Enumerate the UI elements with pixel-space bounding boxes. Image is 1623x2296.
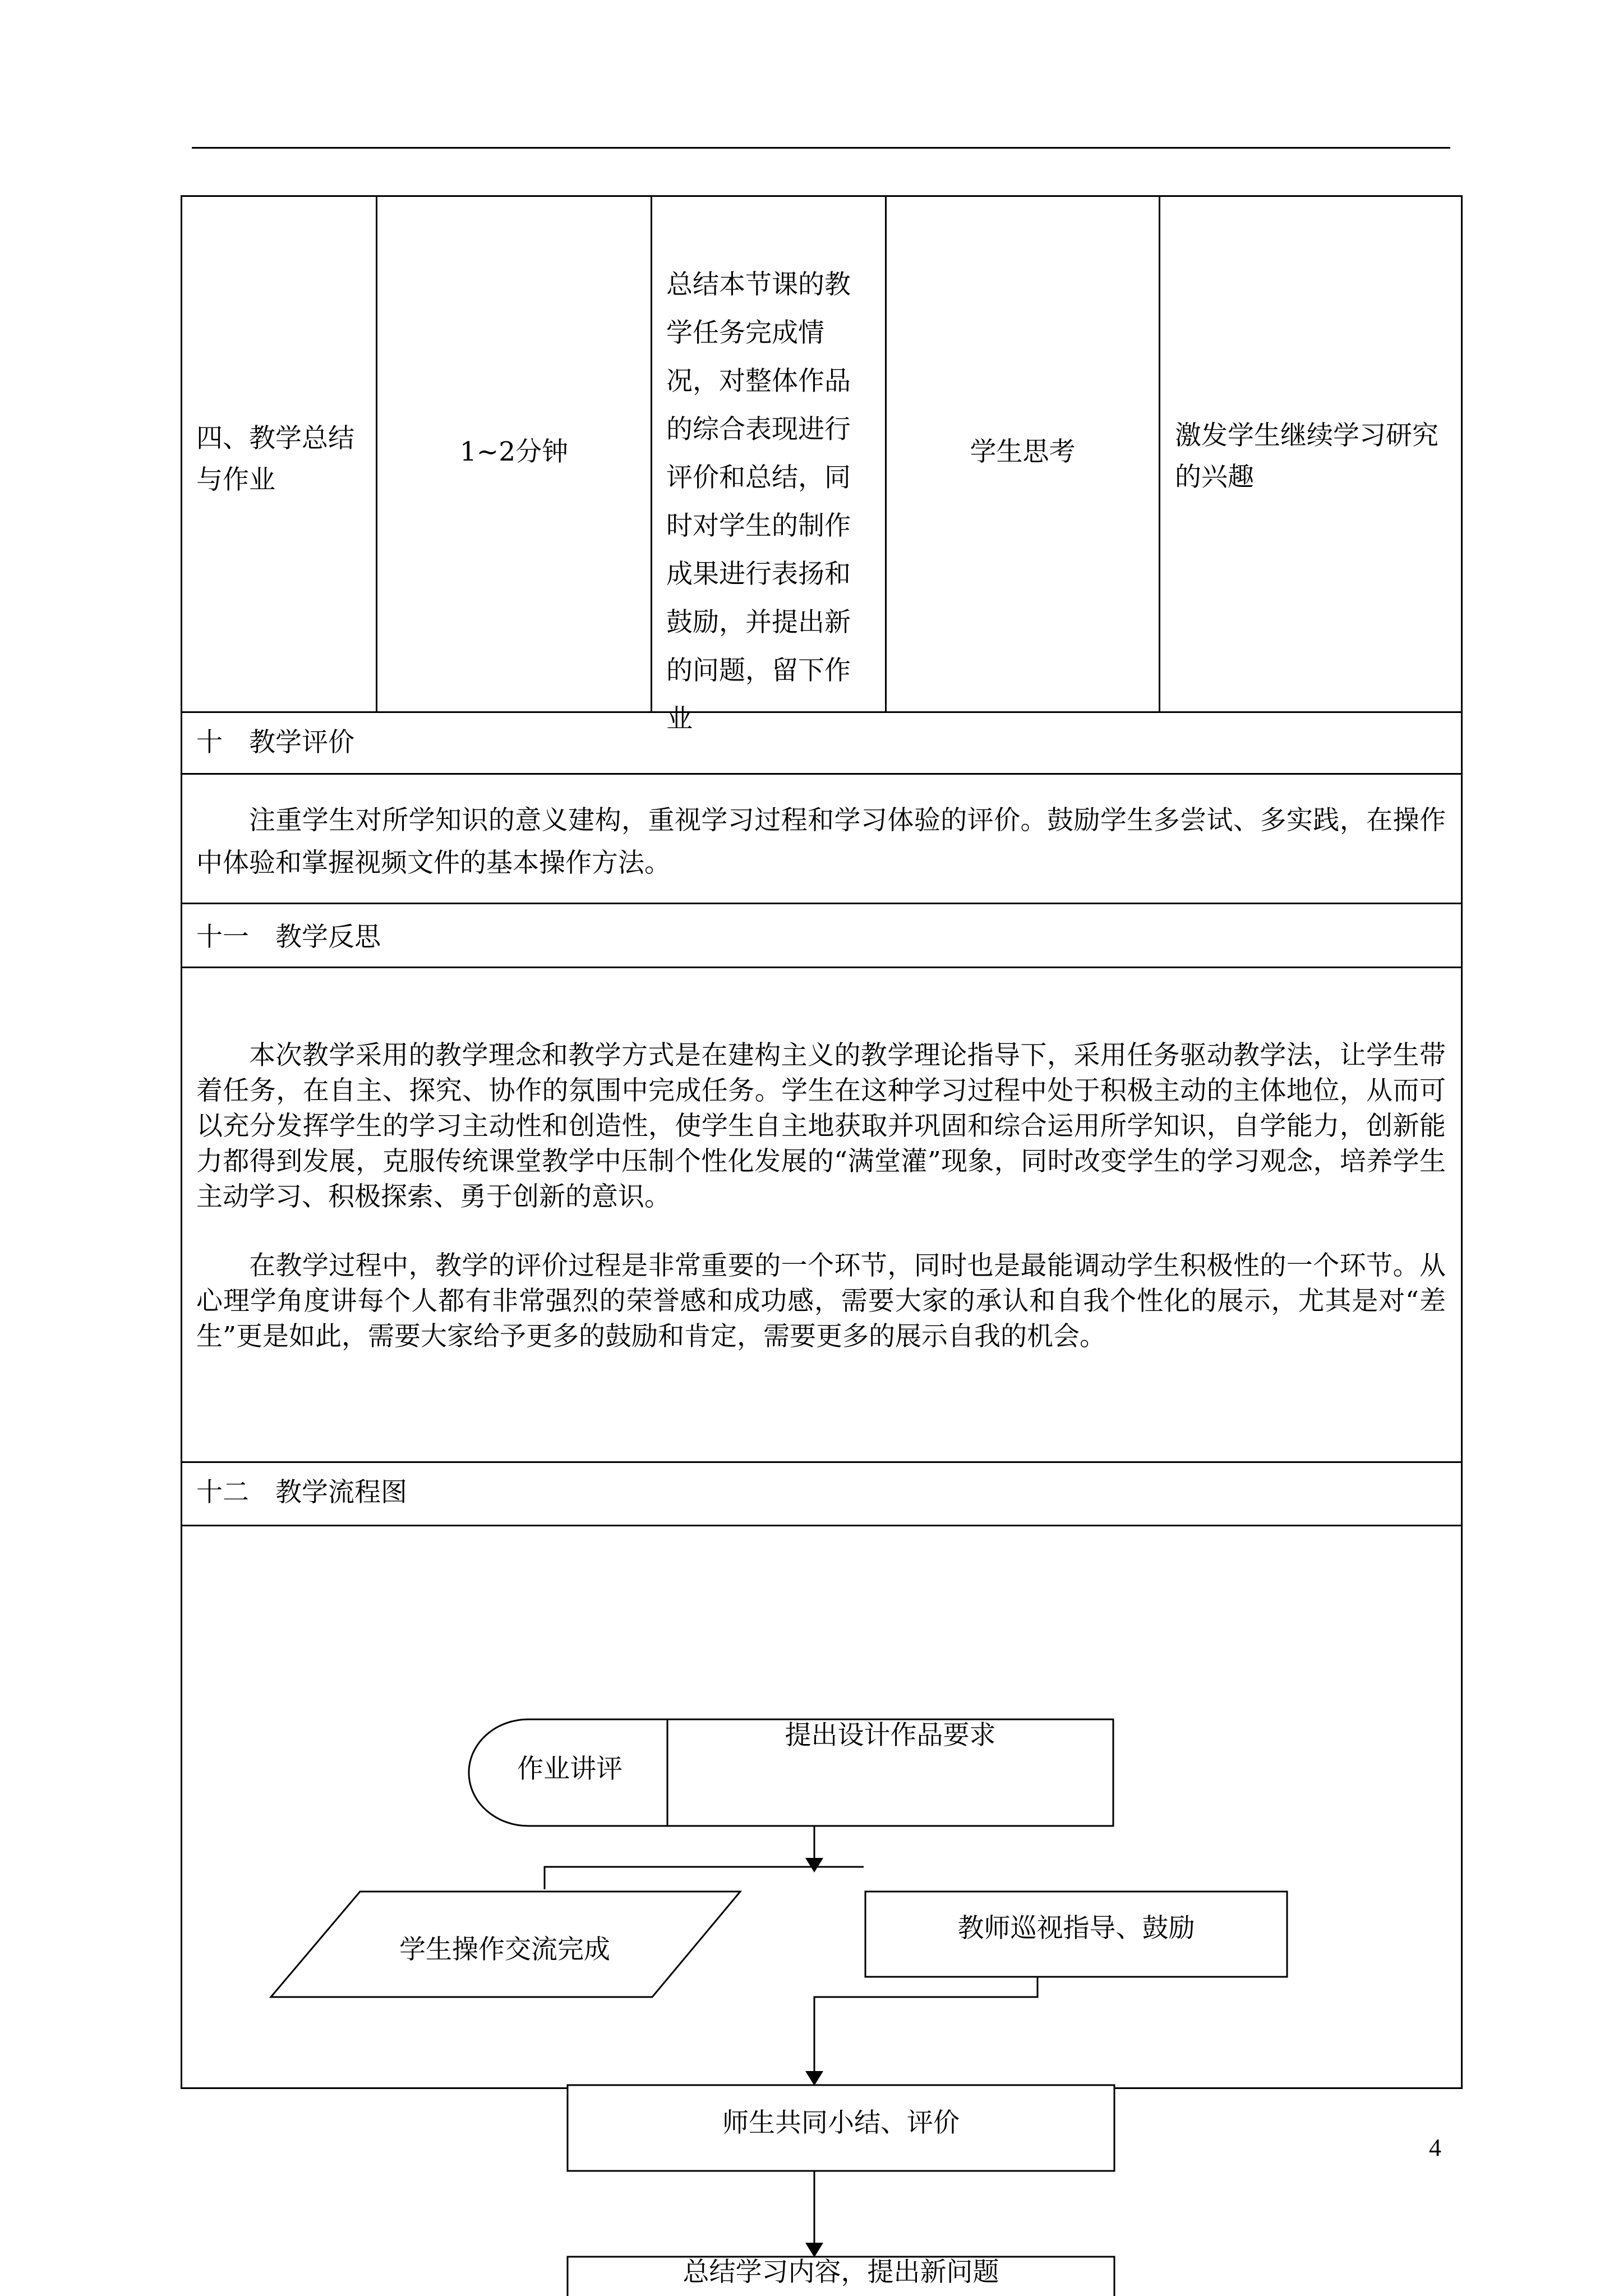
- flow-conclusion: 总结学习内容，提出新问题: [683, 2257, 999, 2288]
- reflection-paragraph-1: 本次教学采用的教学理念和教学方式是在建构主义的教学理论指导下，采用任务驱动教学法，让学生带着任务，在自主、探究、协作的氛围中完成任务。学生在这种学习过程中处于积极主动的主体地位，从而可以充分发挥学生的学习主动性和创造性，使学生自主地获取并巩固和综合运用所学知识，自学能力，创新能力都得到发展，克服传统课堂教学中压制个性化发展的“满堂灌”现象，同时改变学生的学习观念，培养学生主动学习、积极探索、勇于创新的意识。: [196, 1040, 1446, 1212]
- design-intent: 激发学生继续学习研究的兴趣: [1175, 420, 1438, 493]
- evaluation-body: 注重学生对所学知识的意义建构，重视学习过程和学习体验的评价。鼓励学生多尝试、多实践，在操作中体验和掌握视频文件的基本操作方法。: [196, 805, 1446, 878]
- teacher-activity: 总结本节课的教学任务完成情况，对整体作品的综合表现进行评价和总结，同时对学生的制作成果进行表扬和鼓励，并提出新的问题，留下作业: [666, 269, 851, 734]
- flow-student-operation: 学生操作交流完成: [399, 1934, 610, 1965]
- flow-homework-review: 作业讲评: [517, 1754, 623, 1784]
- section-heading-evaluation: 十 教学评价: [196, 727, 354, 758]
- page-number: 4: [1429, 2134, 1441, 2161]
- student-activity: 学生思考: [970, 436, 1076, 467]
- reflection-paragraph-2: 在教学过程中，教学的评价过程是非常重要的一个环节，同时也是最能调动学生积极性的一个环节。从心理学角度讲每个人都有非常强烈的荣誉感和成功感，需要大家的承认和自我个性化的展示，尤其是对“差生”更是如此，需要大家给予更多的鼓励和肯定，需要更多的展示自我的机会。: [196, 1250, 1446, 1352]
- flow-summary-evaluation: 师生共同小结、评价: [722, 2108, 960, 2138]
- arrowhead: [805, 1858, 823, 1872]
- flow-design-requirements: 提出设计作品要求: [785, 1720, 996, 1751]
- stage-name: 四、教学总结与作业: [196, 423, 354, 495]
- section-heading-reflection: 十一 教学反思: [196, 922, 381, 953]
- stage-duration: 1~2分钟: [459, 436, 569, 467]
- section-heading-flowchart: 十二 教学流程图: [196, 1477, 407, 1508]
- arrowhead: [805, 2071, 823, 2086]
- flow-teacher-guidance: 教师巡视指导、鼓励: [957, 1913, 1195, 1944]
